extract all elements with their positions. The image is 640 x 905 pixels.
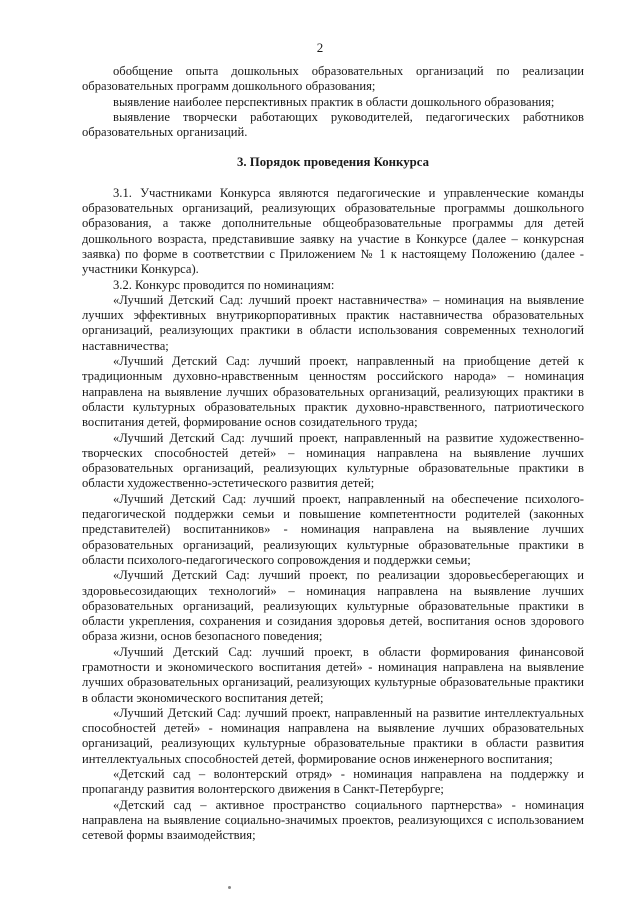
nomination-item: «Детский сад – активное пространство социального партнерства» - номинация направлена на выявление социально-значимых проектов, реализующихся с использованием сетевой формы взаимодействия; (82, 797, 584, 843)
intro-paragraph: выявление творчески работающих руководителей, педагогических работников образовательных организаций. (82, 109, 584, 140)
nomination-item: «Лучший Детский Сад: лучший проект наставничества» – номинация на выявление лучших эффективных внутрикорпоративных практик наставничества образовательных организаций, реализующих практики в области использования современных технологий наставничества; (82, 292, 584, 353)
nomination-item: «Лучший Детский Сад: лучший проект, направленный на приобщение детей к традиционным духовно-нравственным ценностям российского народа» – номинация направлена на выявление лучших образовательных организаций, реализующих практики в области культурных образовательных практик духовно-нравственного, патриотического воспитания детей, формирование основ созидательного труда; (82, 354, 584, 430)
intro-paragraph: обобщение опыта дошкольных образовательных организаций по реализации образовательных программ дошкольного образования; (82, 64, 584, 94)
section-title: 3. Порядок проведения Конкурса (236, 155, 429, 170)
section-body (82, 186, 584, 844)
nomination-item: «Лучший Детский Сад: лучший проект, направленный на обеспечение психолого-педагогической поддержки семьи и повышение компетентности родителей (законных представителей) воспитанников» - номинация направлена на выявление лучших образовательных организаций, реализующих культурные образовательные практики в области психолого-педагогического сопровождения и поддержки семьи; (82, 491, 584, 567)
scan-dot (228, 886, 231, 889)
nomination-item: «Детский сад – волонтерский отряд» - номинация направлена на поддержку и пропаганду развития волонтерского движения в Санкт-Петербурге; (82, 767, 584, 797)
nomination-item: «Лучший Детский Сад: лучший проект, по реализации здоровьесберегающих и здоровьесозидающих технологий» – номинация направлена на выявление лучших образовательных организаций, реализующих культурные образовательные практики в области укрепления, сохранения и созидания здоровья детей, воспитания основ здорового образа жизни, основ безопасного поведения; (82, 568, 584, 644)
nomination-item: «Лучший Детский Сад: лучший проект, в области формирования финансовой грамотности и экономического воспитания детей» - номинация направлена на выявление лучших образовательных организаций, реализующих культурные образовательные практики в области экономического воспитания детей; (82, 644, 584, 705)
nomination-item: «Лучший Детский Сад: лучший проект, направленный на развитие интеллектуальных способностей детей» - номинация направлена на выявление лучших образовательных организаций, реализующих культурные образовательные практики в области развития интеллектуальных способностей детей, формирование основ инженерного воспитания; (82, 705, 584, 766)
page-content (82, 64, 584, 844)
nominations-intro-paragraph: 3.2. Конкурс проводится по номинациям: (113, 277, 335, 292)
intro-paragraph: выявление наиболее перспективных практик в области дошкольного образования; (113, 94, 555, 109)
intro-block (82, 64, 584, 140)
participants-paragraph: 3.1. Участниками Конкурса являются педагогические и управленческие команды образовательных организаций, реализующих образовательные программы дошкольного образования, а также дополнительные общеобразовательные программы для детей дошкольного возраста, представившие заявку на участие в Конкурсе (далее – конкурсная заявка) по форме в соответствии с Приложением № 1 к настоящему Положению (далее - участники Конкурса). (82, 185, 584, 277)
page-number: 2 (316, 40, 324, 55)
nomination-item: «Лучший Детский Сад: лучший проект, направленный на развитие художественно-творческих способностей детей» – номинация направлена на выявление лучших образовательных организаций, реализующих культурные образовательные практики в области художественно-эстетического развития детей; (82, 430, 584, 491)
